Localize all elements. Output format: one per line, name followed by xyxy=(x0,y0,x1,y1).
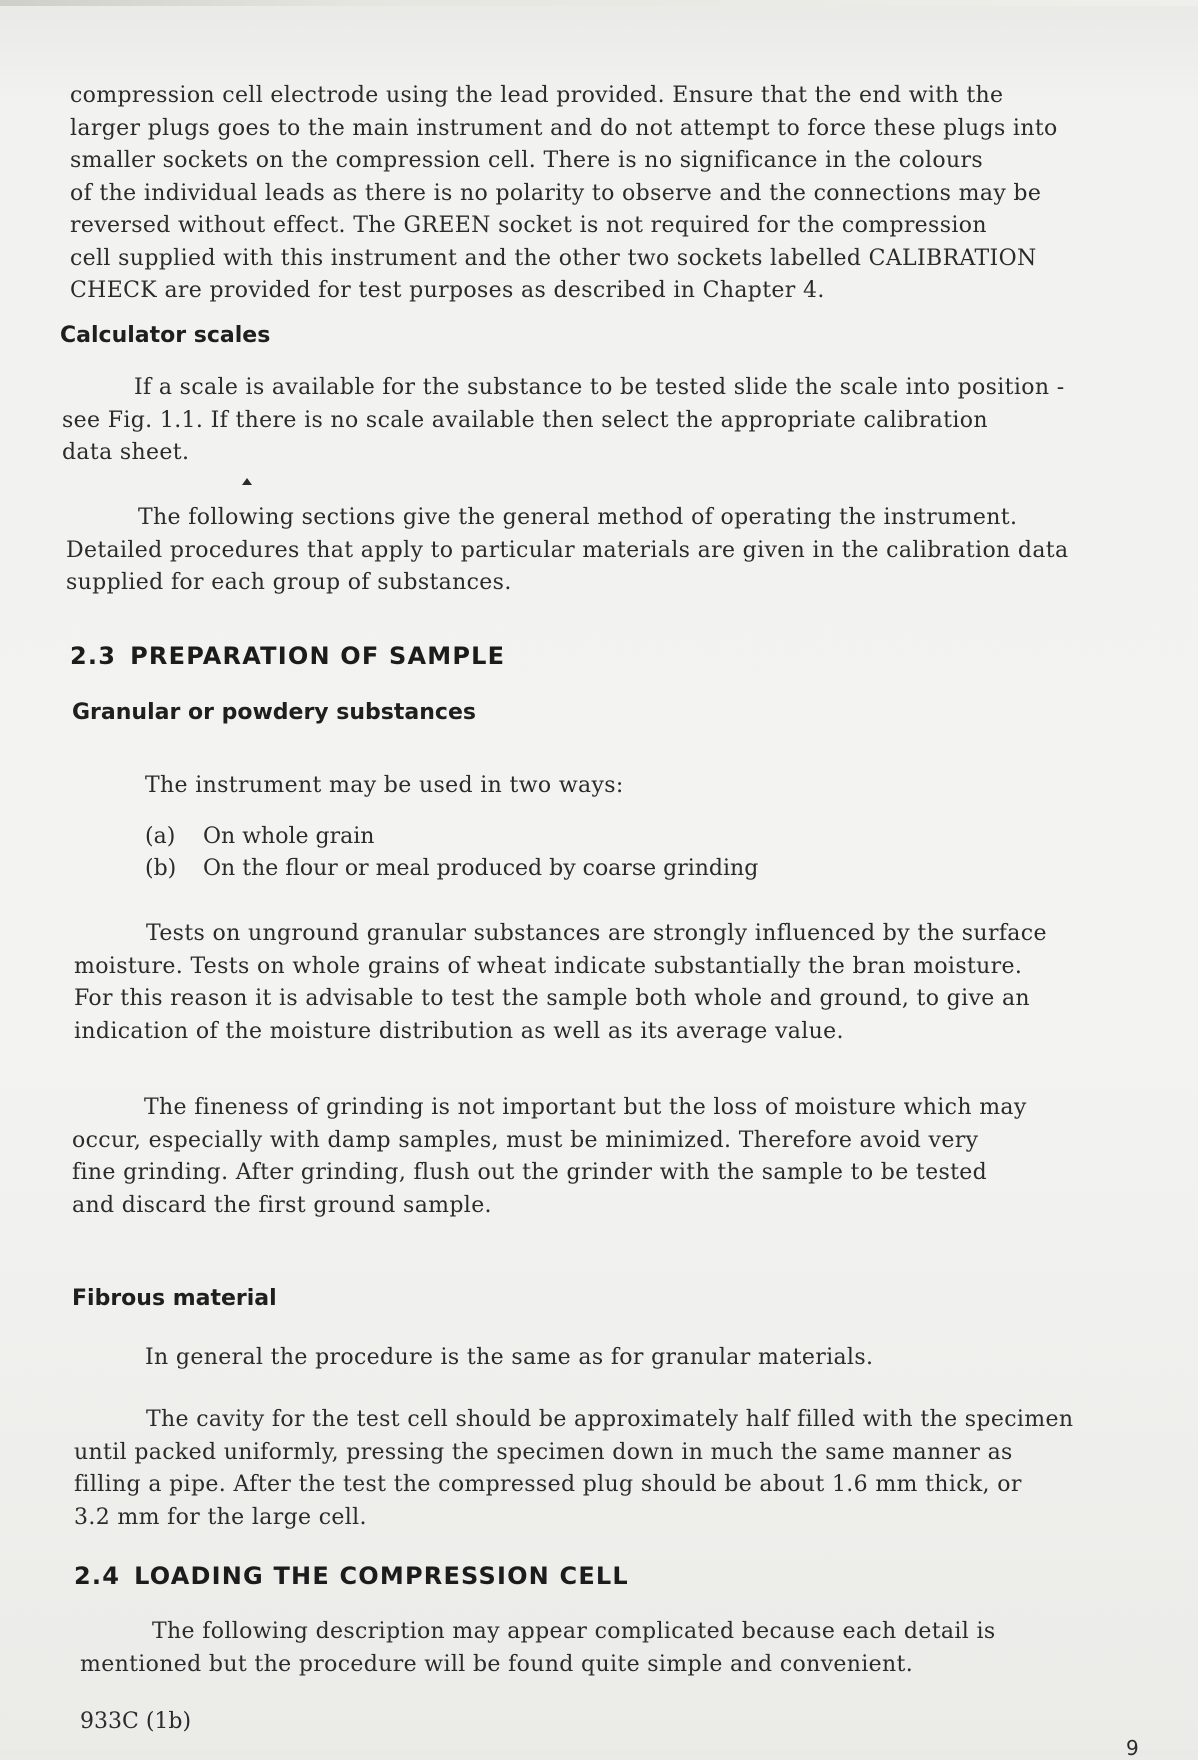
text-line: CHECK are provided for test purposes as described in Chapter 4. xyxy=(70,278,825,303)
text-line: If a scale is available for the substance to be tested slide the scale into position - xyxy=(134,375,1065,400)
intro-paragraph xyxy=(70,80,1058,308)
text-line: Detailed procedures that apply to particular materials are given in the calibration data xyxy=(66,537,1069,563)
calculator-scales-paragraph-2 xyxy=(66,502,1068,600)
list-text: On the flour or meal produced by coarse grinding xyxy=(203,856,759,881)
text-line: occur, especially with damp samples, must be minimized. Therefore avoid very xyxy=(72,1127,979,1153)
text-line: cell supplied with this instrument and the other two sockets labelled CALIBRATION xyxy=(70,245,1037,271)
calculator-scales-heading: Calculator scales xyxy=(60,323,271,348)
text-line: indication of the moisture distribution as well as its average value. xyxy=(74,1018,844,1044)
text-line: The following description may appear complicated because each detail is xyxy=(152,1619,996,1644)
list-item xyxy=(145,856,758,881)
text-line: and discard the first ground sample. xyxy=(72,1192,492,1218)
text-line: smaller sockets on the compression cell. There is no significance in the colours xyxy=(70,148,983,173)
text-line: compression cell electrode using the lead provided. Ensure that the end with the xyxy=(70,83,1004,108)
section-title: LOADING THE COMPRESSION CELL xyxy=(134,1562,629,1590)
text-line: The cavity for the test cell should be approximately half filled with the specimen xyxy=(146,1407,1074,1432)
list-marker: (b) xyxy=(145,856,177,881)
list-item xyxy=(145,824,374,849)
text-line: until packed uniformly, pressing the specimen down in much the same manner as xyxy=(74,1439,1013,1465)
section-2-4-paragraph xyxy=(80,1616,996,1681)
text-line: The fineness of grinding is not important but the loss of moisture which may xyxy=(144,1095,1027,1120)
text-line: The following sections give the general method of operating the instrument. xyxy=(138,505,1018,530)
text-line: data sheet. xyxy=(62,440,190,465)
page-number: 9 xyxy=(1126,1736,1139,1760)
text-line: of the individual leads as there is no polarity to observe and the connections may be xyxy=(70,180,1042,206)
text-line: moisture. Tests on whole grains of wheat indicate substantially the bran moisture. xyxy=(74,953,1023,979)
fibrous-heading: Fibrous material xyxy=(72,1286,277,1311)
text-line: For this reason it is advisable to test the sample both whole and ground, to give an xyxy=(74,986,1030,1011)
text-line: Tests on unground granular substances are strongly influenced by the surface xyxy=(146,921,1047,946)
fibrous-paragraph-2 xyxy=(74,1404,1073,1534)
granular-heading: Granular or powdery substances xyxy=(72,700,476,725)
section-2-4-heading xyxy=(74,1562,629,1590)
text-line: reversed without effect. The GREEN socket is not required for the compression xyxy=(70,213,987,238)
section-title: PREPARATION OF SAMPLE xyxy=(130,642,506,670)
text-line: In general the procedure is the same as for granular materials. xyxy=(145,1345,874,1370)
text-line: filling a pipe. After the test the compressed plug should be about 1.6 mm thick, or xyxy=(74,1472,1022,1497)
calculator-scales-paragraph-1 xyxy=(62,372,1065,470)
list-text: On whole grain xyxy=(203,824,375,849)
text-line: fine grinding. After grinding, flush out the grinder with the sample to be tested xyxy=(72,1160,988,1185)
text-line: supplied for each group of substances. xyxy=(66,570,512,595)
stray-mark xyxy=(242,478,252,485)
document-code: 933C (1b) xyxy=(80,1709,192,1734)
section-number: 2.3 xyxy=(70,642,117,670)
list-marker: (a) xyxy=(145,824,176,849)
text-line: mentioned but the procedure will be found quite simple and convenient. xyxy=(80,1651,914,1677)
granular-paragraph-1 xyxy=(74,918,1047,1048)
text-line: larger plugs goes to the main instrument and do not attempt to force these plugs into xyxy=(70,115,1058,141)
text-line: The instrument may be used in two ways: xyxy=(145,773,624,798)
section-2-3-heading xyxy=(70,642,505,670)
section-number: 2.4 xyxy=(74,1562,121,1590)
fibrous-paragraph-1 xyxy=(145,1342,873,1375)
text-line: 3.2 mm for the large cell. xyxy=(74,1504,367,1530)
granular-paragraph-2 xyxy=(72,1092,1027,1222)
granular-intro xyxy=(145,770,624,803)
text-line: see Fig. 1.1. If there is no scale available then select the appropriate calibration xyxy=(62,407,988,433)
